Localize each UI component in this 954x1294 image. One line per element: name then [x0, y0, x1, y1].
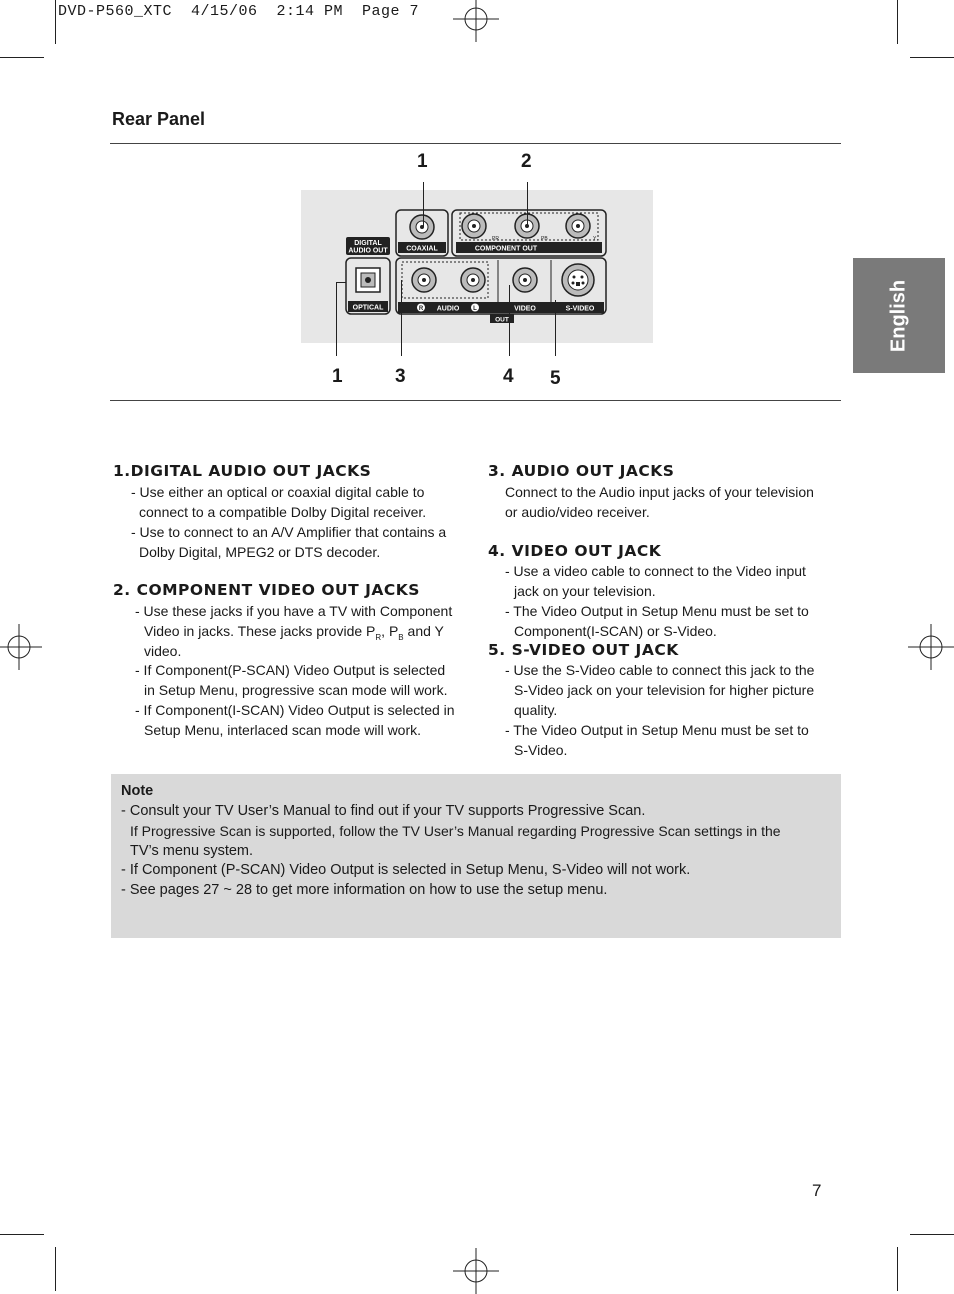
label-l: L — [473, 306, 477, 312]
y-tail: and Y — [403, 623, 444, 639]
section-5-title: 5. S-VIDEO OUT JACK — [488, 641, 679, 659]
note-line: - If Component (P-SCAN) Video Output is selected in Setup Menu, S-Video will not work. — [121, 862, 691, 878]
label-pb: PB — [541, 236, 548, 242]
callout-1-bottom: 1 — [332, 366, 343, 387]
pb-subscript: B — [398, 632, 404, 642]
label-coaxial: COAXIAL — [406, 245, 438, 253]
note-line: TV’s menu system. — [130, 843, 254, 859]
leader-3-bottom — [401, 280, 402, 356]
label-out: OUT — [495, 316, 509, 324]
label-audio-out: AUDIO OUT — [348, 247, 388, 255]
leader-1-top — [423, 182, 424, 227]
note-title: Note — [121, 783, 154, 799]
pr-subscript: R — [375, 632, 382, 642]
print-header-meta: DVD-P560_XTC 4/15/06 2:14 PM Page 7 — [58, 3, 420, 20]
leader-1-bottom-h — [336, 282, 346, 283]
callout-2-top: 2 — [521, 151, 532, 172]
callout-4-bottom: 4 — [503, 366, 514, 387]
section-4-line: Component(I-SCAN) or S-Video. — [514, 623, 717, 639]
section-2-line: - If Component(I-SCAN) Video Output is selected in — [135, 702, 455, 718]
section-1-title: 1.DIGITAL AUDIO OUT JACKS — [113, 462, 372, 480]
label-component-out: COMPONENT OUT — [474, 245, 538, 253]
section-3-title: 3. AUDIO OUT JACKS — [488, 462, 675, 480]
leader-5-bottom — [555, 300, 556, 356]
section-2-title: 2. COMPONENT VIDEO OUT JACKS — [113, 581, 420, 599]
note-line: If Progressive Scan is supported, follow the TV User’s Manual regarding Progressive Scan settings in the — [130, 823, 781, 839]
section-5-line: quality. — [514, 702, 558, 718]
section-5-line: S-Video. — [514, 742, 568, 758]
section-2-line: Setup Menu, interlaced scan mode will work. — [144, 722, 422, 738]
section-2-line: - Use these jacks if you have a TV with Component — [135, 603, 453, 619]
divider-top — [110, 143, 841, 144]
callout-5-bottom: 5 — [550, 368, 561, 389]
page-number: 7 — [812, 1181, 822, 1200]
section-5-line: - Use the S-Video cable to connect this jack to the — [505, 662, 815, 678]
registration-mark-right — [908, 624, 954, 670]
callout-3-bottom: 3 — [395, 366, 406, 387]
section-4-line: - Use a video cable to connect to the Video input — [505, 563, 806, 579]
section-1-line: Dolby Digital, MPEG2 or DTS decoder. — [139, 544, 381, 560]
section-3-line: Connect to the Audio input jacks of your television — [505, 484, 814, 500]
section-2-line: video. — [144, 643, 182, 659]
note-line: - See pages 27 ~ 28 to get more information on how to use the setup menu. — [121, 882, 608, 898]
section-3-line: or audio/video receiver. — [505, 504, 650, 520]
language-tab — [853, 258, 945, 373]
registration-mark-bottom — [453, 1248, 499, 1294]
label-pr: PR — [492, 236, 499, 242]
section-2-line-text: Video in jacks. These jacks provide P — [144, 623, 376, 639]
rear-panel-jacks — [301, 190, 653, 343]
label-audio: AUDIO — [436, 305, 460, 313]
section-1-line: connect to a compatible Dolby Digital receiver. — [139, 504, 427, 520]
registration-mark-top — [453, 0, 499, 42]
leader-4-bottom — [509, 285, 510, 356]
section-1-line: - Use either an optical or coaxial digital cable to — [131, 484, 425, 500]
section-1-line: - Use to connect to an A/V Amplifier that contains a — [131, 524, 447, 540]
note-line: - Consult your TV User’s Manual to find out if your TV supports Progressive Scan. — [121, 803, 646, 819]
section-4-line: - The Video Output in Setup Menu must be set to — [505, 603, 809, 619]
label-svideo: S-VIDEO — [565, 305, 595, 313]
label-r: R — [418, 306, 424, 312]
label-optical: OPTICAL — [352, 304, 384, 312]
label-digital: DIGITAL — [354, 240, 382, 247]
page-title: Rear Panel — [112, 109, 206, 129]
label-y: Y — [593, 236, 597, 242]
section-5-line: S-Video jack on your television for higher picture — [514, 682, 815, 698]
section-4-line: jack on your television. — [514, 583, 656, 599]
language-tab-label: English — [887, 279, 910, 352]
pb-separator: , P — [381, 623, 399, 639]
leader-1-bottom — [336, 282, 337, 356]
registration-mark-left — [0, 624, 42, 670]
callout-1-top: 1 — [417, 151, 428, 172]
section-4-title: 4. VIDEO OUT JACK — [488, 542, 662, 560]
section-2-line-provides — [144, 623, 444, 642]
divider-bottom — [110, 400, 841, 401]
section-2-line: - If Component(P-SCAN) Video Output is selected — [135, 662, 446, 678]
section-2-line: in Setup Menu, progressive scan mode will work. — [144, 682, 448, 698]
section-5-line: - The Video Output in Setup Menu must be set to — [505, 722, 809, 738]
label-video: VIDEO — [514, 305, 536, 313]
leader-2-top — [527, 182, 528, 227]
